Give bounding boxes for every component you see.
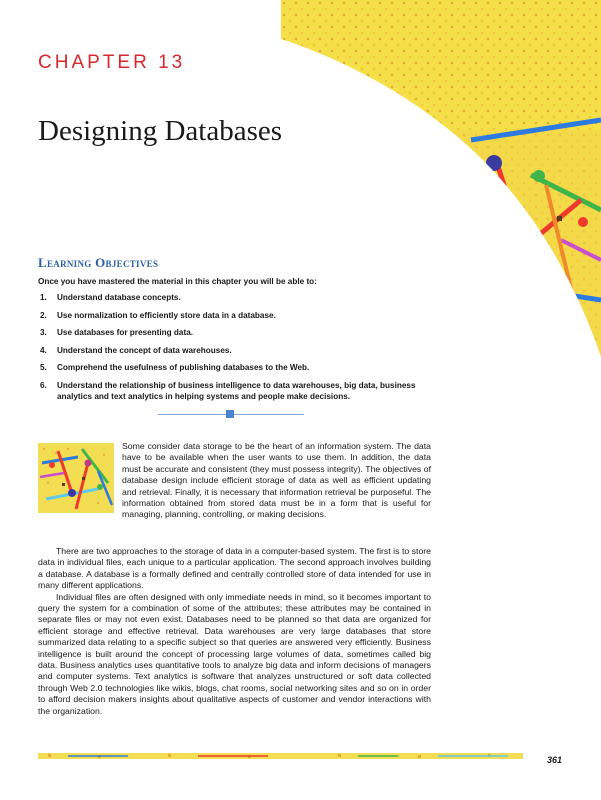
list-item [40, 362, 435, 373]
body-paragraphs [38, 546, 431, 717]
list-text: Use databases for presenting data. [57, 328, 194, 338]
list-text: Comprehend the usefulness of publishing databases to the Web. [57, 363, 310, 373]
chapter-title: Designing Databases [38, 115, 283, 147]
list-item [40, 310, 435, 321]
chapter-label: CHAPTER 13 [38, 52, 186, 73]
list-text: Understand the relationship of business intelligence to data warehouses, big data, business analytics and text analytics in helping systems and people make decisions. [57, 380, 416, 401]
list-number: 4. [40, 345, 47, 355]
paragraph-2: There are two approaches to the storage of data in a computer-based system. The first is to store data in individual files, each unique to a particular application. The second approach involves building a database. A database is a formally defined and centrally controlled store of data intended for use in many different applications. [38, 546, 431, 591]
section-divider-right [234, 414, 304, 415]
list-number: 1. [40, 293, 47, 302]
paragraph-3: Individual files are often designed with only immediate needs in mind, so it becomes important to query the system for a combination of some of the attributes; these attributes may be contained in separate files or may not even exist. Databases need to be planned so that data are organized for efficient storage and effective retrieval. Data warehouses are very large databases that store summarized data relating to a specific subject so that queries are answered very efficiently. Business intelligence is built around the concept of processing large volumes of data, sometimes called big data. Business analytics uses quantitative tools to analyze big data and inform decisions of managers and computer systems. Text analytics is software that analyzes unstructured or soft data collected through Web 2.0 technologies like wikis, blogs, chat rooms, social networking sites and so on in order to afford decision makers insights about qualitative aspects of customer and vendor interactions with the organization. [38, 591, 431, 716]
paragraph-1: Some consider data storage to be the heart of an information system. The data have to be available when the user wants to use them. In addition, the data must be accurate and consistent (they must possess integrity). The objectives of database design include efficient storage of data as well as efficient updating and retrieval. Finally, it is necessary that information retrieval be purposeful. The information obtained from stored data must be in a form that is useful for managing, planning, controlling, or making decisions. [122, 441, 431, 520]
intro-paragraph [122, 441, 431, 521]
list-item [40, 345, 435, 356]
section-divider-left [158, 414, 226, 415]
list-text: Use normalization to efficiently store data in a database. [57, 310, 276, 320]
list-number: 5. [40, 363, 47, 373]
learning-objectives-list [40, 292, 435, 409]
list-text: Understand database concepts. [57, 293, 181, 302]
list-number: 2. [40, 310, 47, 320]
list-item [40, 292, 435, 303]
footer-decorative-strip [38, 753, 523, 759]
decorative-thumbnail-art [38, 443, 114, 513]
list-number: 3. [40, 328, 47, 338]
learning-objectives-heading: Learning Objectives [38, 255, 159, 270]
list-number: 6. [40, 380, 47, 390]
list-text: Understand the concept of data warehouses. [57, 345, 232, 355]
list-item [40, 380, 435, 402]
list-item [40, 327, 435, 338]
page-number: 361 [547, 755, 563, 765]
section-divider-marker [226, 410, 234, 418]
learning-objectives-intro: Once you have mastered the material in this chapter you will be able to: [38, 277, 317, 286]
